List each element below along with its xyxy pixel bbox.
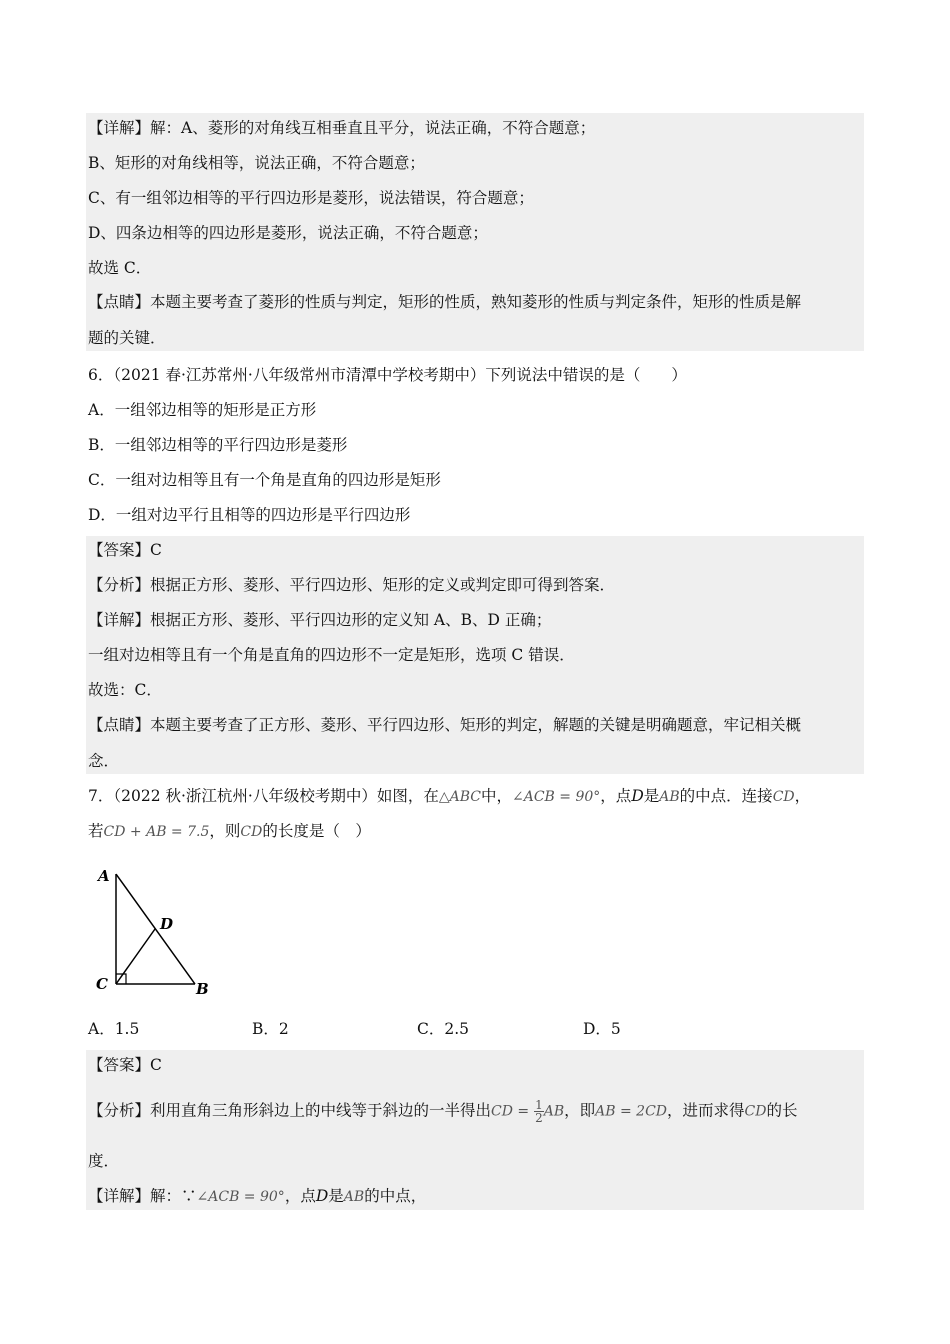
q7-analysis-line-1	[88, 1099, 797, 1124]
triangle-figure	[92, 862, 222, 1000]
fraction-one-half	[534, 1099, 544, 1124]
q7-detail-text: 是	[328, 1187, 344, 1205]
q7-stem-text: 的长度是（ ）	[262, 822, 371, 840]
q6-option-c: C．一组对边相等且有一个角是直角的四边形是矩形	[88, 471, 441, 489]
vertex-b-label: B	[196, 980, 209, 998]
q6-note-line: 【点睛】本题主要考查了正方形、菱形、平行四边形、矩形的判定，解题的关键是明确题意，牢记相关概	[88, 716, 802, 734]
angle-expression: ∠ACB = 90°	[196, 1189, 285, 1205]
q7-stem-text: 7．（2022 秋·浙江杭州·八年级校考期中）如图，在	[88, 787, 439, 805]
q7-detail-text: ，点	[284, 1187, 316, 1205]
triangle-symbol: △ABC	[438, 789, 481, 805]
cd-equals: CD =	[491, 1103, 530, 1120]
q7-detail-text: 的中点，	[364, 1187, 427, 1205]
q7-option-b: B．2	[252, 1020, 289, 1038]
q7-analysis-text: 的长	[766, 1101, 798, 1120]
q6-stem: 6．（2021 春·江苏常州·八年级常州市清潭中学校考期中）下列说法中错误的是（ ）	[88, 366, 687, 384]
q5-detail-line: D、四条边相等的四边形是菱形，说法正确，不符合题意；	[88, 224, 488, 242]
q6-note-line: 念．	[88, 752, 120, 770]
q7-stem-text: 若	[88, 822, 104, 840]
q7-answer: 【答案】C	[88, 1056, 162, 1074]
q7-analysis-text: ，进而求得	[667, 1101, 745, 1120]
angle-expression: ∠ACB = 90°	[512, 789, 601, 805]
q5-detail-line: B、矩形的对角线相等，说法正确，不符合题意；	[88, 154, 425, 172]
q7-stem-text: ，点	[600, 787, 632, 805]
vertex-c-label: C	[96, 975, 108, 993]
q7-analysis-text: ，即	[564, 1101, 596, 1120]
q5-conclusion: 故选 C．	[88, 259, 152, 277]
segment-ab: AB	[543, 1103, 565, 1120]
segment-ab: AB	[659, 789, 680, 805]
vertex-d-label: D	[160, 915, 174, 933]
segment-cd: CD	[240, 824, 263, 840]
q7-stem-text: 中，	[480, 787, 512, 805]
q5-note-line: 题的关键．	[88, 329, 166, 347]
q6-answer: 【答案】C	[88, 541, 162, 559]
point-d-label: D	[631, 787, 644, 805]
q6-conclusion: 故选：C．	[88, 681, 162, 699]
fraction-denominator: 2	[535, 1111, 543, 1125]
segment-cd: CD	[772, 789, 795, 805]
segment-ab: AB	[343, 1189, 365, 1205]
q7-analysis-text: 【分析】利用直角三角形斜边上的中线等于斜边的一半得出	[88, 1101, 492, 1120]
q6-option-a: A．一组邻边相等的矩形是正方形	[88, 401, 317, 419]
q5-detail-line: C、有一组邻边相等的平行四边形是菱形，说法错误，符合题意；	[88, 189, 534, 207]
vertex-a-label: A	[98, 867, 110, 885]
q6-detail-line: 一组对边相等且有一个角是直角的四边形不一定是矩形，选项 C 错误．	[88, 646, 575, 664]
point-d-label: D	[315, 1187, 329, 1205]
q5-detail-line: 【详解】解：A、菱形的对角线互相垂直且平分，说法正确，不符合题意；	[88, 119, 596, 137]
q7-detail-line	[88, 1186, 426, 1207]
q7-stem-text: ，则	[209, 822, 241, 840]
q5-note-line: 【点睛】本题主要考查了菱形的性质与判定，矩形的性质，熟知菱形的性质与判定条件，矩形的性质是解	[88, 293, 802, 311]
q7-option-c: C．2.5	[417, 1020, 470, 1038]
q6-option-b: B．一组邻边相等的平行四边形是菱形	[88, 436, 348, 454]
q7-stem-text: 的中点．连接	[679, 787, 773, 805]
q7-detail-text: 【详解】解：∵	[88, 1187, 197, 1205]
q7-stem-text: 是	[643, 787, 660, 805]
q6-option-d: D．一组对边平行且相等的四边形是平行四边形	[88, 506, 411, 524]
q7-stem-line-2	[88, 821, 371, 842]
fraction-numerator: 1	[535, 1098, 543, 1112]
q6-analysis: 【分析】根据正方形、菱形、平行四边形、矩形的定义或判定即可得到答案．	[88, 576, 616, 594]
median-cd	[116, 929, 155, 984]
q7-stem-text: ，	[794, 787, 811, 805]
segment-cd: CD	[744, 1103, 767, 1120]
q6-detail-line: 【详解】根据正方形、菱形、平行四边形的定义知 A、B、D 正确；	[88, 611, 552, 629]
q7-analysis-line-2: 度．	[88, 1152, 120, 1170]
ab-equation: AB = 2CD	[595, 1103, 668, 1120]
q7-stem-line-1	[88, 786, 810, 807]
sum-equation: CD + AB = 7.5	[103, 824, 210, 840]
q7-option-a: A．1.5	[88, 1020, 140, 1038]
q7-option-d: D．5	[583, 1020, 621, 1038]
